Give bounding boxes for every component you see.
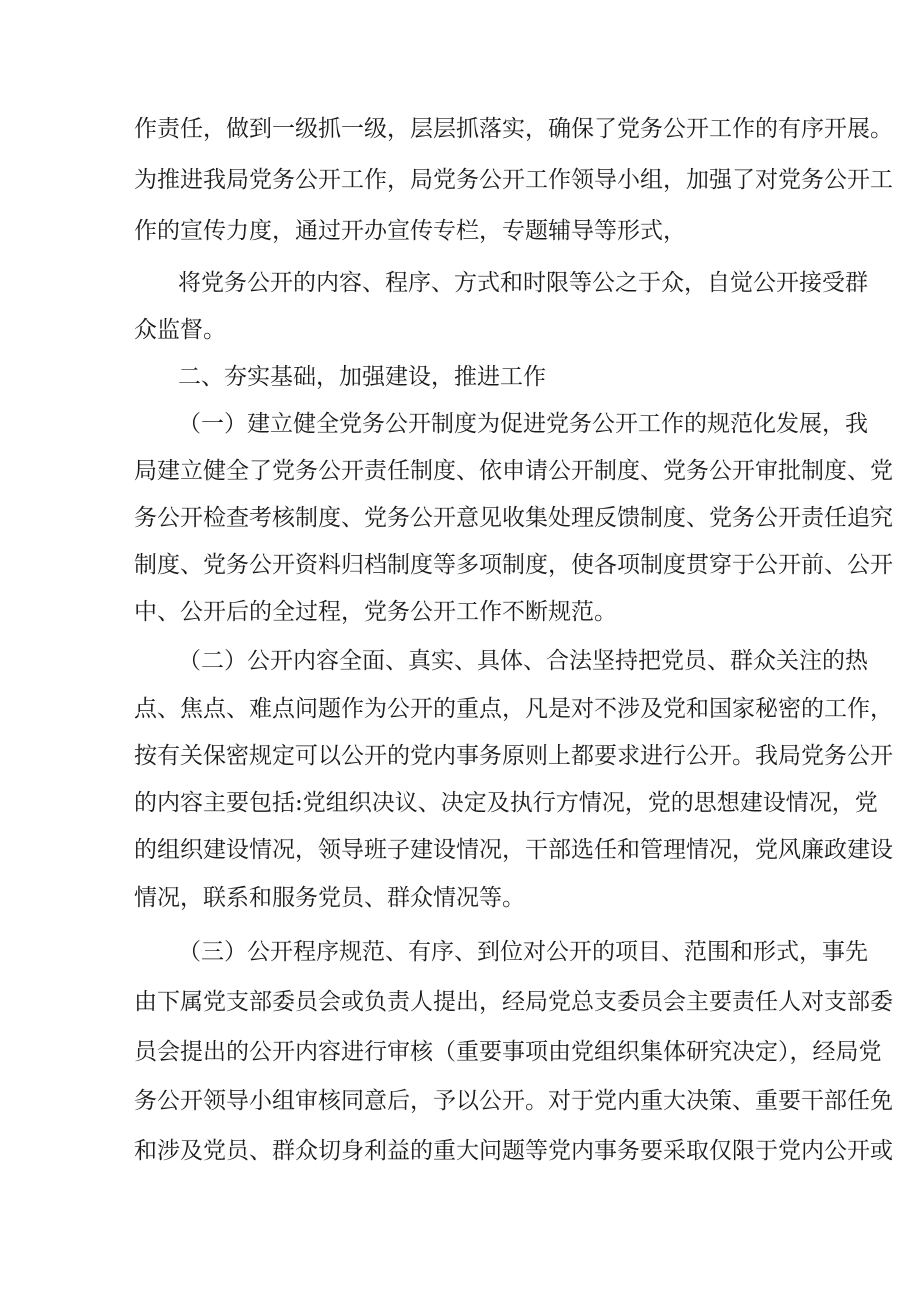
- paragraph-line: 为推进我局党务公开工作，局党务公开工作领导小组，加强了对党务公开工: [134, 167, 893, 193]
- paragraph-line: 由下属党支部委员会或负责人提出，经局党总支委员会主要责任人对支部委: [134, 989, 893, 1015]
- paragraph-line: （一）建立健全党务公开制度为促进党务公开工作的规范化发展，我: [178, 411, 868, 437]
- paragraph-line: 局建立健全了党务公开责任制度、依申请公开制度、党务公开审批制度、党: [134, 458, 893, 484]
- paragraph-line: 和涉及党员、群众切身利益的重大问题等党内事务要采取仅限于党内公开或: [134, 1138, 893, 1164]
- paragraph-line: 务公开检查考核制度、党务公开意见收集处理反馈制度、党务公开责任追究: [134, 505, 893, 531]
- paragraph-line: （二）公开内容全面、真实、具体、合法坚持把党员、群众关注的热: [178, 648, 868, 674]
- paragraph-line: 按有关保密规定可以公开的党内事务原则上都要求进行公开。我局党务公开: [134, 743, 893, 769]
- paragraph-line: 的内容主要包括:党组织决议、决定及执行方情况，党的思想建设情况，党: [134, 790, 878, 816]
- paragraph-line: 情况，联系和服务党员、群众情况等。: [134, 885, 525, 911]
- paragraph-line: 将党务公开的内容、程序、方式和时限等公之于众，自觉公开接受群: [178, 270, 868, 296]
- paragraph-line: 员会提出的公开内容进行审核（重要事项由党组织集体研究决定），经局党: [134, 1039, 882, 1065]
- paragraph-line: 中、公开后的全过程，党务公开工作不断规范。: [134, 599, 617, 625]
- paragraph-line: 点、焦点、难点问题作为公开的重点，凡是对不涉及党和国家秘密的工作，: [134, 696, 893, 722]
- paragraph-line: （三）公开程序规范、有序、到位对公开的项目、范围和形式，事先: [178, 939, 868, 965]
- paragraph-line: 作责任，做到一级抓一级，层层抓落实，确保了党务公开工作的有序开展。: [134, 116, 893, 142]
- paragraph-line: 务公开领导小组审核同意后，予以公开。对于党内重大决策、重要干部任免: [134, 1088, 893, 1114]
- paragraph-line: 作的宣传力度，通过开办宣传专栏，专题辅导等形式，: [134, 218, 686, 244]
- paragraph-line: 众监督。: [134, 317, 226, 343]
- paragraph-line: 制度、党务公开资料归档制度等多项制度，使各项制度贯穿于公开前、公开: [134, 552, 893, 578]
- paragraph-line: 的组织建设情况，领导班子建设情况，干部选任和管理情况，党风廉政建设: [134, 837, 893, 863]
- section-heading: 二、夯实基础，加强建设，推进工作: [178, 364, 546, 390]
